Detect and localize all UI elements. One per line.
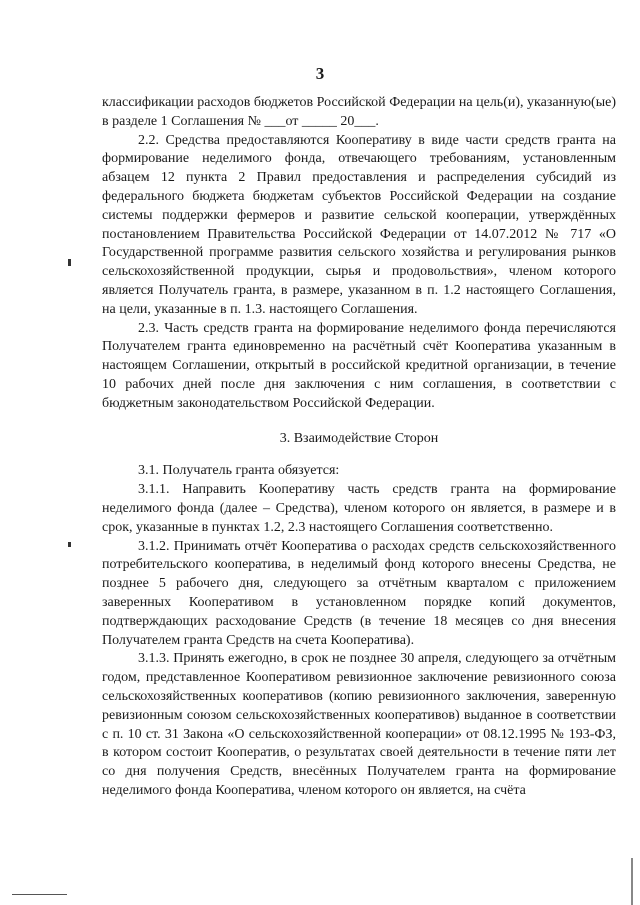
paragraph-2-3: 2.3. Часть средств гранта на формирование неделимого фонда перечисляются Получателем гранта единовременно на расчётный счёт Кооператива указанным в настоящем Соглашении, открытый в российской кредитной организации, в течение 10 рабочих дней после дня заключения с ним соглашения, в соответствии с бюджетным законодательством Российской Федерации. [102,320,616,411]
paragraph-3-1: 3.1. Получатель гранта обязуется: [138,463,340,479]
scan-artifact-line [12,894,67,895]
paragraph-2-2: 2.2. Средства предоставляются Кооперативу в виде части средств гранта на формирование неделимого фонда, отвечающего требованиям, установленным абзацем 12 пункта 2 Правил предоставления и распределения субсидий из федерального бюджета бюджетам субъектов Российской Федерации на создание системы поддержки фермеров и развитие сельской кооперации, утверждённых постановлением Правительства Российской Федерации от 14.07.2012 № 717 «О Государственной программе развития сельского хозяйства и регулирования рынков сельскохозяйственной продукции, сырья и продовольствия», членом которого является Получатель гранта, в размере, указанном в п. 1.2 настоящего Соглашения, на цели, указанные в п. 1.3. настоящего Соглашения. [102,132,616,317]
paragraph-continuation: классификации расходов бюджетов Российской Федерации на цель(и), указанную(ые) в разделе 1 Соглашения № ___от _____ 20___. [102,95,616,129]
margin-mark [68,542,71,547]
document-body [102,94,616,801]
paragraph-3-1-2: 3.1.2. Принимать отчёт Кооператива о расходах средств сельскохозяйственного потребительского кооператива, в неделимый фонд которого внесены Средства, не позднее 5 рабочего дня, следующего за отчётным кварталом с приложением заверенных Кооперативом в установленном порядке копий документов, подтверждающих расходование Средств (в течение 18 месяцев со дня внесения Получателем гранта Средств на счета Кооператива). [102,538,616,648]
section-title: 3. Взаимодействие Сторон [279,430,439,446]
scan-edge-line [631,858,633,905]
paragraph-3-1-3: 3.1.3. Принять ежегодно, в срок не позднее 30 апреля, следующего за отчётным годом, представленное Кооперативом ревизионное заключение ревизионного союза сельскохозяйственных кооперативов (копию ревизионного заключения, заверенную ревизионным союзом сельскохозяйственных кооперативов) выданное в соответствии с п. 10 ст. 31 Закона «О сельскохозяйственной кооперации» от 08.12.1995 № 193-ФЗ, в котором состоит Кооператив, о результатах своей деятельности в течение пяти лет со дня получения Средств, внесённых Получателем гранта на формирование неделимого фонда Кооператива, членом которого он является, на счёта [102,651,616,798]
margin-mark [68,259,71,266]
paragraph-3-1-1: 3.1.1. Направить Кооперативу часть средств гранта на формирование неделимого фонда (далее – Средства), членом которого он является, в размере и в срок, указанные в пунктах 1.2, 2.3 настоящего Соглашения соответственно. [102,482,616,535]
page-number: 3 [315,64,325,83]
